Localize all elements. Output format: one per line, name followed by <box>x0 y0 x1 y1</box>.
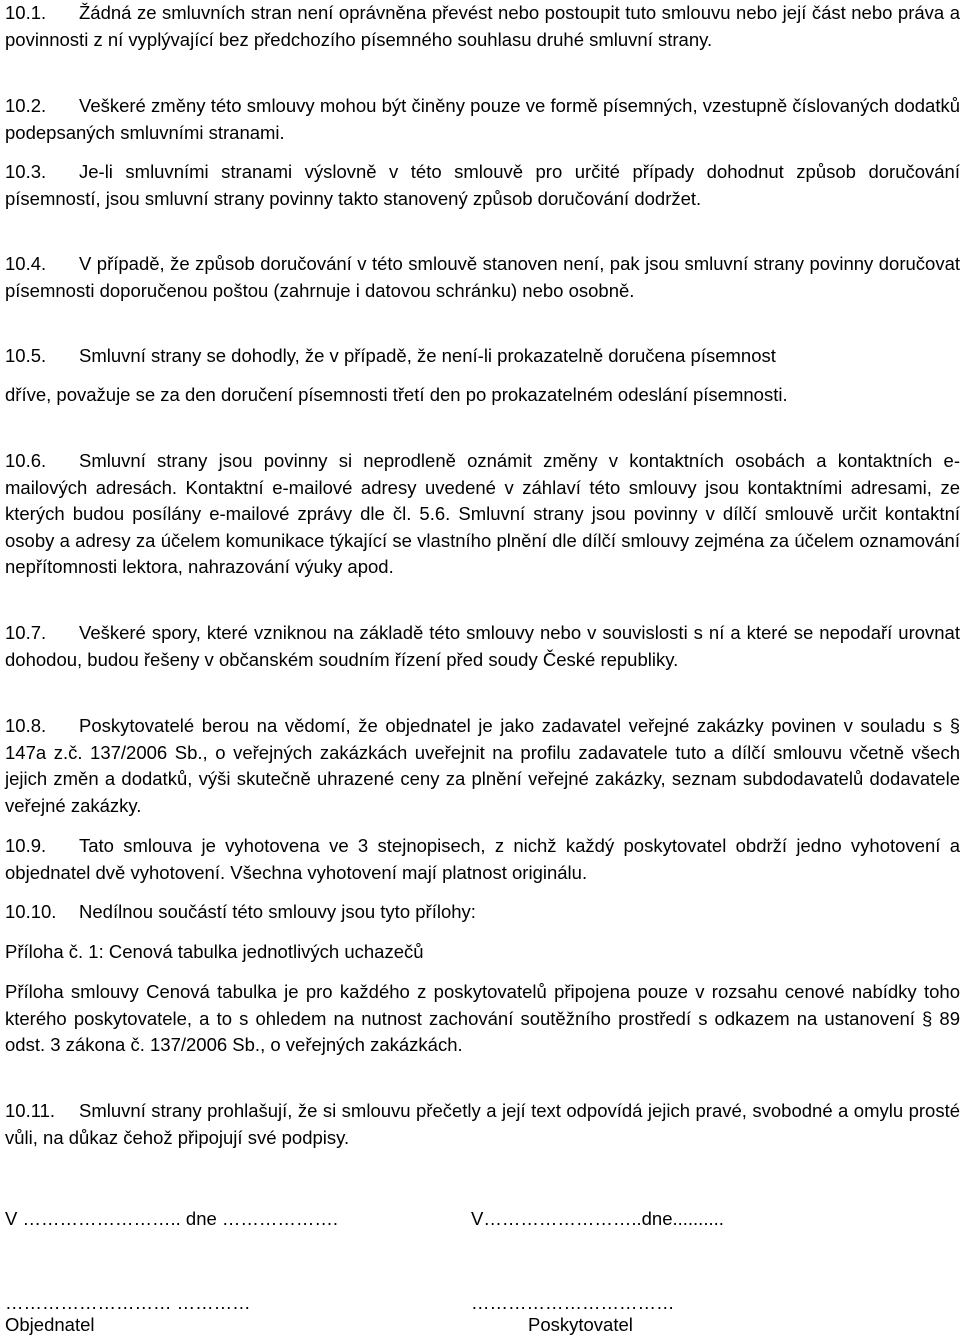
clause-text: Tato smlouva je vyhotovena ve 3 stejnopisech, z nichž každý poskytovatel obdrží jedno vyhotovení a objednatel dvě vyhotovení. Všechna vyhotovení mají platnost originálu. <box>5 835 960 883</box>
clause-number: 10.2. <box>5 95 47 116</box>
signature-line-right: …………………………… <box>471 1292 675 1313</box>
clause-10-2 <box>5 93 960 146</box>
clause-10-9 <box>5 833 960 886</box>
clause-10-7 <box>5 620 960 673</box>
clause-text: Žádná ze smluvních stran není oprávněna převést nebo postoupit tuto smlouvu nebo její část nebo práva a povinnosti z ní vyplývající bez předchozího písemného souhlasu druhé smluvní strany. <box>5 2 960 50</box>
clause-10-6 <box>5 448 960 581</box>
signature-label-objednatel: Objednatel <box>5 1314 95 1335</box>
clause-number: 10.11. <box>5 1100 56 1121</box>
annex-description: Příloha smlouvy Cenová tabulka je pro každého z poskytovatelů připojena pouze v rozsahu cenové nabídky toho kterého poskytovatele, a to s ohledem na nutnost zachování soutěžního prostředí s odkazem na ustanovení § 89 odst. 3 zákona č. 137/2006 Sb., o veřejných zakázkách. <box>5 981 960 1055</box>
signature-place-date-left: V …………………….. dne ………………. <box>5 1208 339 1229</box>
clause-text: Smluvní strany jsou povinny si neprodleně oznámit změny v kontaktních osobách a kontaktních e-mailových adresách. Kontaktní e-mailové adresy uvedené v záhlaví této smlouvy jsou kontaktními adresami, ze kterých budou posílány e-mailové zprávy dle čl. 5.6. Smluvní strany jsou povinny v dílčí smlouvě určit kontaktní osoby a adresy za účelem komunikace týkající se vlastního plnění dle dílčí smlouvy zejména za účelem oznamování nepřítomnosti lektora, nahrazování výuky apod. <box>5 450 960 577</box>
signature-place-date-right: V……………………..dne.......... <box>471 1208 724 1229</box>
clause-text: Veškeré změny této smlouvy mohou být činěny pouze ve formě písemných, vzestupně číslovaných dodatků podepsaných smluvními stranami. <box>5 95 960 143</box>
clause-number: 10.7. <box>5 622 47 643</box>
clause-10-8 <box>5 713 960 819</box>
clause-10-10 <box>5 899 960 926</box>
clause-number: 10.3. <box>5 161 47 182</box>
clause-10-5-line1 <box>5 343 960 370</box>
clause-text: Nedílnou součástí této smlouvy jsou tyto přílohy: <box>79 901 476 922</box>
clause-number: 10.9. <box>5 835 47 856</box>
clause-text: Veškeré spory, které vzniknou na základě této smlouvy nebo v souvislosti s ní a které se nepodaří urovnat dohodou, budou řešeny v občanském soudním řízení před soudy České republiky. <box>5 622 960 670</box>
clause-10-4 <box>5 251 960 304</box>
clause-number: 10.5. <box>5 345 47 366</box>
clause-text: V případě, že způsob doručování v této smlouvě stanoven není, pak jsou smluvní strany povinny doručovat písemnosti doporučenou poštou (zahrnuje i datovou schránku) nebo osobně. <box>5 253 960 301</box>
signature-label-poskytovatel: Poskytovatel <box>528 1314 633 1335</box>
clause-text: Smluvní strany se dohodly, že v případě, že není-li prokazatelně doručena písemnost <box>79 345 776 366</box>
clause-10-3 <box>5 159 960 212</box>
clause-text: Poskytovatelé berou na vědomí, že objednatel je jako zadavatel veřejné zakázky povinen v souladu s § 147a z.č. 137/2006 Sb., o veřejných zakázkách uveřejnit na profilu zadavatele tuto a dílčí smlouvu včetně všech jejich změn a dodatků, výši skutečně uhrazené ceny za plnění veřejné zakázky, seznam subdodavatelů dodavatele veřejné zakázky. <box>5 715 960 816</box>
clause-number: 10.1. <box>5 2 47 23</box>
clause-text: dříve, považuje se za den doručení písemnosti třetí den po prokazatelném odeslání písemnosti. <box>5 384 788 405</box>
clause-text: Je-li smluvními stranami výslovně v této smlouvě pro určité případy dohodnut způsob doručování písemností, jsou smluvní strany povinny takto stanovený způsob doručování dodržet. <box>5 161 960 209</box>
signature-line-left: ……………………… ………… <box>5 1292 251 1313</box>
clause-10-5-continuation <box>5 382 960 409</box>
clause-10-1 <box>5 0 960 53</box>
clause-number: 10.10. <box>5 901 57 922</box>
clause-10-11 <box>5 1098 960 1151</box>
annex-title: Příloha č. 1: Cenová tabulka jednotlivých uchazečů <box>5 941 424 962</box>
clause-number: 10.4. <box>5 253 47 274</box>
clause-number: 10.8. <box>5 715 47 736</box>
clause-text: Smluvní strany prohlašují, že si smlouvu přečetly a její text odpovídá jejich pravé, svobodné a omylu prosté vůli, na důkaz čehož připojují své podpisy. <box>5 1100 960 1148</box>
clause-number: 10.6. <box>5 450 47 471</box>
